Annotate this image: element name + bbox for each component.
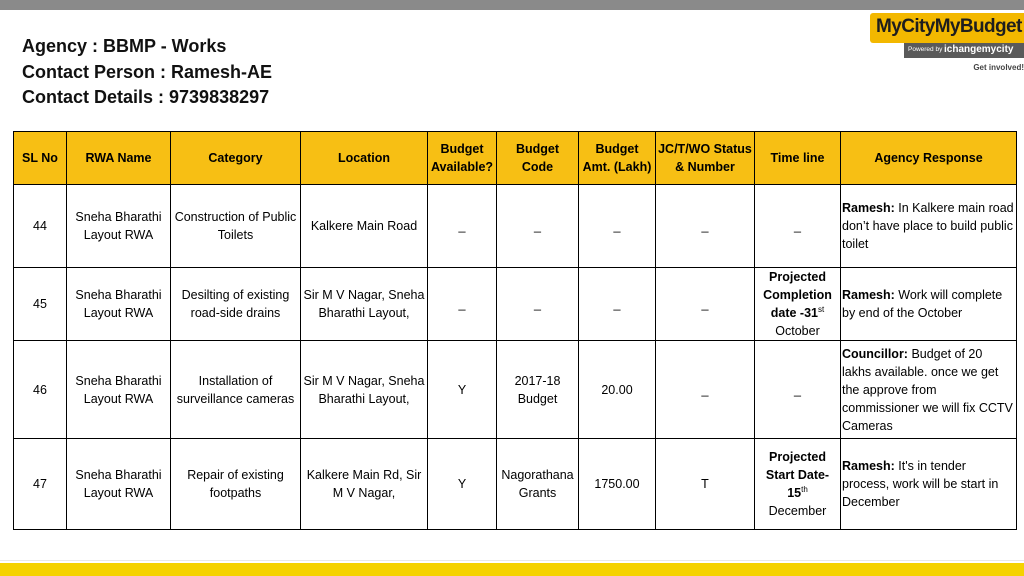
response-text: It's in tender process, work will be start in December (842, 459, 999, 509)
column-header-location: Location (301, 132, 428, 185)
logo-ichangemycity: ichangemycity (944, 44, 1014, 55)
cell-status: _ (656, 341, 755, 439)
contact-details-line: Contact Details : 9739838297 (22, 87, 270, 107)
response-text: Work will complete by end of the October (842, 288, 1003, 320)
cell-budget-available: _ (428, 268, 497, 341)
logo-powered-bar (904, 43, 1024, 58)
cell-budget-available: Y (428, 439, 497, 530)
cell-budget-amt: _ (579, 268, 656, 341)
response-author: Ramesh: (842, 201, 895, 215)
column-header-sl-no: SL No (14, 132, 67, 185)
cell-sl-no: 44 (14, 185, 67, 268)
cell-agency-response (841, 268, 1017, 341)
cell-status: _ (656, 268, 755, 341)
column-header-agency-response: Agency Response (841, 132, 1017, 185)
cell-budget-available: _ (428, 185, 497, 268)
works-table (13, 131, 1017, 530)
timeline-month: October (775, 324, 820, 338)
cell-status: _ (656, 185, 755, 268)
cell-status: T (656, 439, 755, 530)
table-row (14, 341, 1017, 439)
table-row (14, 185, 1017, 268)
cell-location: Kalkere Main Road (301, 185, 428, 268)
table-header-row (14, 132, 1017, 185)
cell-budget-code: 2017-18 Budget (497, 341, 579, 439)
cell-rwa-name: Sneha Bharathi Layout RWA (67, 185, 171, 268)
column-header-status: JC/T/WO Status & Number (656, 132, 755, 185)
cell-category: Repair of existing footpaths (171, 439, 301, 530)
cell-timeline: _ (755, 341, 841, 439)
cell-timeline (755, 268, 841, 341)
column-header-budget-amt: Budget Amt. (Lakh) (579, 132, 656, 185)
cell-category: Construction of Public Toilets (171, 185, 301, 268)
cell-budget-amt: 1750.00 (579, 439, 656, 530)
logo-banner (870, 13, 1024, 43)
column-header-budget-code: Budget Code (497, 132, 579, 185)
cell-location: Sir M V Nagar, Sneha Bharathi Layout, (301, 341, 428, 439)
cell-rwa-name: Sneha Bharathi Layout RWA (67, 268, 171, 341)
contact-person-line: Contact Person : Ramesh-AE (22, 61, 273, 82)
cell-budget-amt: _ (579, 185, 656, 268)
cell-sl-no: 45 (14, 268, 67, 341)
logo-powered-by: Powered by (908, 46, 943, 53)
column-header-rwa-name: RWA Name (67, 132, 171, 185)
response-text: Budget of 20 lakhs available. once we get the approve from commissioner we will fix CCTV Cameras (842, 346, 1013, 433)
cell-sl-no: 47 (14, 439, 67, 530)
cell-sl-no: 46 (14, 341, 67, 439)
column-header-time-line: Time line (755, 132, 841, 185)
cell-rwa-name: Sneha Bharathi Layout RWA (67, 341, 171, 439)
timeline-month: December (768, 504, 827, 518)
timeline-label: Projected Completion date -31 (763, 270, 832, 320)
cell-agency-response (841, 185, 1017, 268)
cell-category: Installation of surveillance cameras (171, 341, 301, 439)
response-author: Ramesh: (842, 288, 895, 302)
cell-category: Desilting of existing road-side drains (171, 268, 301, 341)
response-author: Councillor: (842, 346, 908, 361)
logo-get-involved: Get involved! (973, 63, 1024, 72)
cell-rwa-name: Sneha Bharathi Layout RWA (67, 439, 171, 530)
column-header-category: Category (171, 132, 301, 185)
timeline-ordinal: th (801, 484, 808, 494)
cell-location: Kalkere Main Rd, Sir M V Nagar, (301, 439, 428, 530)
response-author: Ramesh: (842, 459, 895, 473)
cell-timeline (755, 439, 841, 530)
cell-budget-code: Nagorathana Grants (497, 439, 579, 530)
cell-budget-code: _ (497, 268, 579, 341)
top-decorative-bar (0, 0, 1024, 10)
timeline-ordinal: st (818, 304, 825, 314)
logo-title: MyCityMyBudget (876, 16, 1022, 37)
cell-timeline: _ (755, 185, 841, 268)
column-header-budget-available: Budget Available? (428, 132, 497, 185)
cell-budget-available: Y (428, 341, 497, 439)
cell-agency-response (841, 341, 1017, 439)
timeline-label: Projected Start Date-15 (765, 450, 830, 500)
bottom-divider (0, 560, 1024, 561)
table-row (14, 268, 1017, 341)
response-text: In Kalkere main road don’t have place to build public toilet (842, 201, 1014, 251)
cell-budget-amt: 20.00 (579, 341, 656, 439)
cell-budget-code: _ (497, 185, 579, 268)
table-row (14, 439, 1017, 530)
agency-info (22, 34, 272, 111)
bottom-decorative-bar (0, 563, 1024, 576)
cell-location: Sir M V Nagar, Sneha Bharathi Layout, (301, 268, 428, 341)
mycitymybudget-logo (870, 13, 1024, 75)
cell-agency-response (841, 439, 1017, 530)
agency-line: Agency : BBMP - Works (22, 36, 227, 56)
